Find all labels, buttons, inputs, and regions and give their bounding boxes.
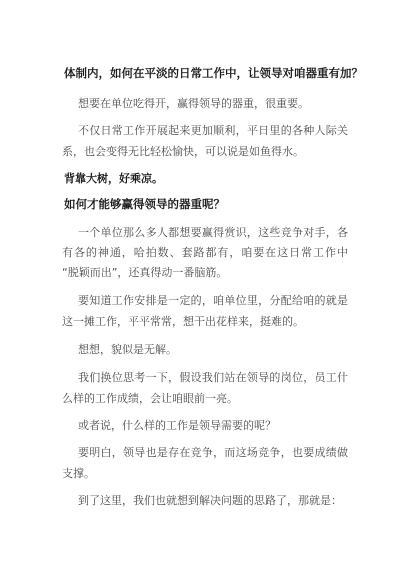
paragraph-2-line-2: 系，也会变得无比轻松愉快，可以说是如鱼得水。 (62, 145, 304, 158)
heading-2: 如何才能够赢得领导的器重呢？ (64, 197, 225, 211)
paragraph-7: 或者说，什么样的工作是领导需要的呢？ (78, 419, 276, 432)
highlight-line: 背靠大树，好乘凉。 (64, 172, 163, 185)
paragraph-4-line-1: 要知道工作安排是一定的，咱单位里，分配给咱的就是 (78, 294, 348, 307)
paragraph-4-line-2: 这一摊工作，平平常常，想干出花样来，挺难的。 (62, 315, 304, 328)
heading-1: 体制内，如何在平淡的日常工作中，让领导对咱器重有加？ (64, 66, 363, 80)
paragraph-8-line-2: 支撑。 (62, 467, 95, 480)
paragraph-6-line-2: 么样的工作成绩，会让咱眼前一亮。 (62, 392, 238, 405)
paragraph-8-line-1: 要明白，领导也是存在竞争，而这场竞争，也要成绩做 (78, 446, 348, 459)
paragraph-3-line-2: 有各的神通，哈拍数、套路都有，咱要在这日常工作中 (62, 246, 348, 259)
paragraph-2-line-1: 不仅日常工作开展起来更加顺利，平日里的各种人际关 (78, 124, 348, 137)
paragraph-3-line-3: “脱颖而出”，还真得动一番脑筋。 (62, 266, 228, 279)
paragraph-6-line-1: 我们换位思考一下，假设我们站在领导的岗位，员工什 (78, 371, 348, 384)
paragraph-9: 到了这里，我们也就想到解决问题的思路了，那就是： (78, 494, 342, 507)
paragraph-5: 想想，貌似是无解。 (78, 343, 177, 356)
paragraph-1: 想要在单位吃得开，赢得领导的器重，很重要。 (78, 97, 309, 110)
paragraph-3-line-1: 一个单位那么多人都想要赢得赏识，这些竞争对手，各 (78, 226, 348, 239)
